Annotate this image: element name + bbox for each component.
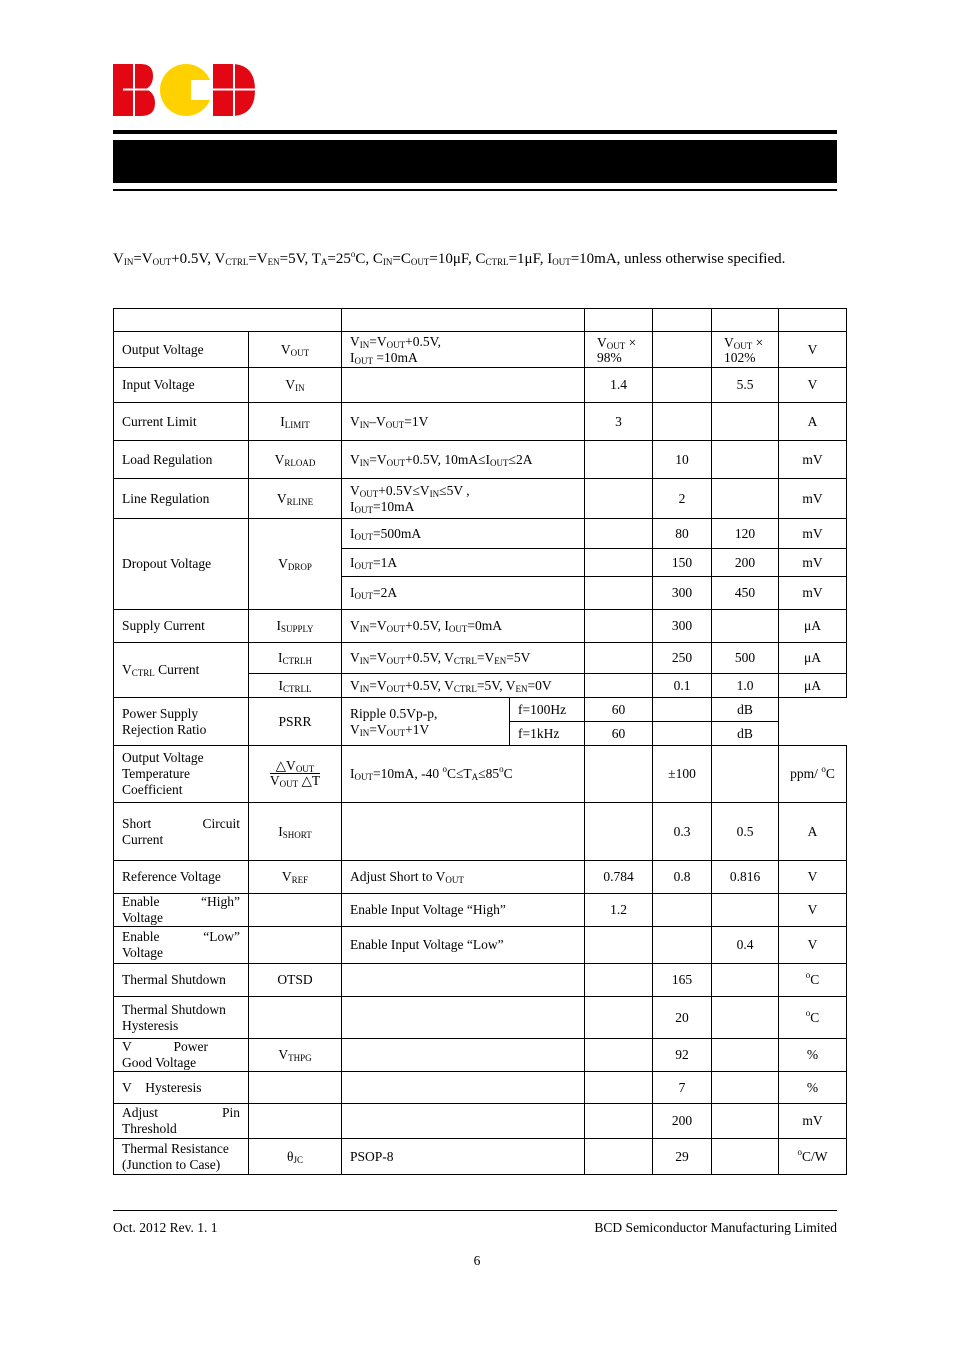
table-cell xyxy=(585,997,653,1039)
table-cell: ±100 xyxy=(653,746,712,803)
table-row-output-voltage xyxy=(114,332,847,368)
table-row-short-current xyxy=(114,803,847,861)
table-cell xyxy=(585,674,653,698)
table-cell xyxy=(712,1039,779,1072)
table-cell: OTSD xyxy=(249,964,342,997)
table-cell xyxy=(712,309,779,332)
table-cell: Power Supply Rejection Ratio xyxy=(114,698,249,746)
table-cell xyxy=(249,894,342,927)
table-cell: 450 xyxy=(712,577,779,610)
table-cell: % xyxy=(779,1072,847,1104)
table-row-thermal-resistance xyxy=(114,1139,847,1175)
table-cell: 29 xyxy=(653,1139,712,1175)
table-cell: $V_{RLINE}$ xyxy=(249,479,342,519)
table-cell: mV xyxy=(779,441,847,479)
table-cell: 0.784 xyxy=(585,861,653,894)
table-cell: 0.8 xyxy=(653,861,712,894)
table-cell: $V_{IN}-V_{OUT}=1V$ xyxy=(342,403,585,441)
table-cell xyxy=(712,964,779,997)
table-cell: μA xyxy=(779,610,847,643)
table-cell xyxy=(779,309,847,332)
table-cell: 0.1 xyxy=(653,674,712,698)
table-cell xyxy=(342,368,585,403)
table-row-enable-low xyxy=(114,927,847,964)
table-cell xyxy=(712,610,779,643)
table-cell: 1.4 xyxy=(585,368,653,403)
table-cell: Dropout Voltage xyxy=(114,519,249,610)
table-cell xyxy=(712,479,779,519)
table-cell xyxy=(653,927,712,964)
table-cell: 60 xyxy=(585,698,653,722)
table-cell: $I_{OUT}=10mA$, -40 $^oC\le T_A\le 85^oC$ xyxy=(342,746,585,803)
table-cell xyxy=(249,1072,342,1104)
table-cell xyxy=(342,997,585,1039)
table-cell: $V_{THPG}$ xyxy=(249,1039,342,1072)
table-cell: 200 xyxy=(653,1104,712,1139)
table-cell: 92 xyxy=(653,1039,712,1072)
table-cell: Thermal Resistance (Junction to Case) xyxy=(114,1139,249,1175)
table-cell xyxy=(653,332,712,368)
table-cell: V Hysteresis xyxy=(114,1072,249,1104)
table-cell xyxy=(585,964,653,997)
table-cell xyxy=(585,577,653,610)
table-header-row xyxy=(114,309,847,332)
table-row-vctrl-current-h xyxy=(114,643,847,674)
table-cell xyxy=(712,894,779,927)
table-cell: V xyxy=(779,368,847,403)
table-cell: $V_{OUT}$ xyxy=(249,332,342,368)
table-cell: mV xyxy=(779,479,847,519)
table-cell: 120 xyxy=(712,519,779,549)
header-rule-bottom xyxy=(113,189,837,191)
table-cell xyxy=(342,1072,585,1104)
table-cell: PSRR xyxy=(249,698,342,746)
table-cell: $V_{OUT}$ × 98% xyxy=(585,332,653,368)
table-cell xyxy=(585,1039,653,1072)
table-cell: $V_{RLOAD}$ xyxy=(249,441,342,479)
table-cell xyxy=(585,1139,653,1175)
table-cell: Supply Current xyxy=(114,610,249,643)
table-cell: 20 xyxy=(653,997,712,1039)
bcd-logo xyxy=(113,64,255,116)
table-cell: $V_{IN}=V_{OUT}+0.5V$, $I_{OUT} =10mA$ xyxy=(342,332,585,368)
table-cell: Line Regulation xyxy=(114,479,249,519)
table-cell: $I_{CTRLL}$ xyxy=(249,674,342,698)
table-cell: 0.4 xyxy=(712,927,779,964)
table-cell: 300 xyxy=(653,610,712,643)
table-cell: V xyxy=(779,861,847,894)
footer-date-revision: Oct. 2012 Rev. 1. 1 xyxy=(113,1220,218,1235)
table-cell: A xyxy=(779,403,847,441)
table-cell: 60 xyxy=(585,722,653,746)
table-cell: 300 xyxy=(653,577,712,610)
table-cell xyxy=(585,441,653,479)
table-cell xyxy=(585,927,653,964)
table-cell xyxy=(342,803,585,861)
table-cell: Thermal Shutdown xyxy=(114,964,249,997)
footer-company: BCD Semiconductor Manufacturing Limited xyxy=(594,1220,837,1235)
table-cell: $I_{LIMIT}$ xyxy=(249,403,342,441)
table-cell xyxy=(712,997,779,1039)
table-cell: $I_{OUT}=1A$ xyxy=(342,549,585,577)
table-cell xyxy=(249,997,342,1039)
table-cell: 0.816 xyxy=(712,861,779,894)
table-cell xyxy=(342,1104,585,1139)
table-cell: 250 xyxy=(653,643,712,674)
table-cell: 1.0 xyxy=(712,674,779,698)
table-cell: V Power Good Voltage xyxy=(114,1039,249,1072)
table-cell: mV xyxy=(779,549,847,577)
table-cell xyxy=(249,1104,342,1139)
electrical-characteristics-table xyxy=(113,308,847,1175)
table-row-enable-high xyxy=(114,894,847,927)
table-cell: A xyxy=(779,803,847,861)
table-row-tempco xyxy=(114,746,847,803)
table-cell: $V_{CTRL}$ Current xyxy=(114,643,249,698)
table-cell xyxy=(712,1139,779,1175)
table-cell xyxy=(712,403,779,441)
table-cell xyxy=(653,403,712,441)
table-cell: $\theta_{JC}$ xyxy=(249,1139,342,1175)
table-cell: PSOP-8 xyxy=(342,1139,585,1175)
table-cell: $V_{IN}=V_{OUT}+0.5V$, $V_{CTRL}=V_{EN}=5V$ xyxy=(342,643,585,674)
table-cell: 165 xyxy=(653,964,712,997)
table-row-load-regulation xyxy=(114,441,847,479)
table-cell: f=100Hz xyxy=(510,698,585,722)
table-row-line-regulation xyxy=(114,479,847,519)
table-cell: Adjust Pin Threshold xyxy=(114,1104,249,1139)
table-cell xyxy=(585,479,653,519)
table-cell: Current Limit xyxy=(114,403,249,441)
table-cell xyxy=(653,309,712,332)
table-cell xyxy=(342,1039,585,1072)
header-title-bar xyxy=(113,140,837,183)
table-cell: $^o$C xyxy=(779,997,847,1039)
table-cell: $V_{IN}=V_{OUT}+0.5V$, $10mA\le I_{OUT}\le 2A$ xyxy=(342,441,585,479)
table-cell: 10 xyxy=(653,441,712,479)
table-cell: dB xyxy=(712,722,779,746)
table-cell xyxy=(585,519,653,549)
table-cell xyxy=(653,722,712,746)
table-cell: Thermal Shutdown Hysteresis xyxy=(114,997,249,1039)
table-cell xyxy=(114,309,342,332)
table-cell xyxy=(585,643,653,674)
table-cell: 1.2 xyxy=(585,894,653,927)
table-cell: 7 xyxy=(653,1072,712,1104)
table-cell: Enable “Low” Voltage xyxy=(114,927,249,964)
table-row-psrr-1 xyxy=(114,698,847,722)
table-cell: f=1kHz xyxy=(510,722,585,746)
table-cell xyxy=(712,746,779,803)
table-cell: $V_{IN}=V_{OUT}+0.5V$, $I_{OUT}=0mA$ xyxy=(342,610,585,643)
table-cell xyxy=(585,549,653,577)
table-row-thermal-hysteresis xyxy=(114,997,847,1039)
table-cell: $V_{IN}$ xyxy=(249,368,342,403)
header-rule-top xyxy=(113,130,837,134)
table-row-dropout-1 xyxy=(114,519,847,549)
table-cell xyxy=(585,309,653,332)
table-cell: 80 xyxy=(653,519,712,549)
table-cell: 3 xyxy=(585,403,653,441)
table-cell xyxy=(712,1104,779,1139)
table-cell xyxy=(342,309,585,332)
table-cell: $V_{OUT}$ × 102% xyxy=(712,332,779,368)
page-number: 6 xyxy=(473,1253,481,1268)
table-cell xyxy=(585,803,653,861)
table-row-supply-current xyxy=(114,610,847,643)
table-cell: 5.5 xyxy=(712,368,779,403)
table-cell: Short Circuit Current xyxy=(114,803,249,861)
table-cell: 500 xyxy=(712,643,779,674)
table-cell: % xyxy=(779,1039,847,1072)
table-cell: Enable Input Voltage “High” xyxy=(342,894,585,927)
table-cell xyxy=(653,894,712,927)
table-cell xyxy=(585,746,653,803)
table-cell xyxy=(585,1104,653,1139)
table-cell: ppm/ $^o$C xyxy=(779,746,847,803)
table-row-thermal-shutdown xyxy=(114,964,847,997)
table-cell: Load Regulation xyxy=(114,441,249,479)
table-cell: μA xyxy=(779,643,847,674)
table-cell: $I_{SHORT}$ xyxy=(249,803,342,861)
table-cell: Ripple 0.5Vp-p, $V_{IN}=V_{OUT}+1V$ xyxy=(342,698,510,746)
table-cell: 150 xyxy=(653,549,712,577)
table-cell xyxy=(712,441,779,479)
table-cell: Enable “High” Voltage xyxy=(114,894,249,927)
table-cell xyxy=(585,610,653,643)
table-cell: 200 xyxy=(712,549,779,577)
table-cell: V xyxy=(779,894,847,927)
table-cell: $I_{SUPPLY}$ xyxy=(249,610,342,643)
table-cell: Enable Input Voltage “Low” xyxy=(342,927,585,964)
table-cell xyxy=(712,1072,779,1104)
table-cell: μA xyxy=(779,674,847,698)
table-row-adjust-pin xyxy=(114,1104,847,1139)
table-cell: mV xyxy=(779,1104,847,1139)
table-cell: 2 xyxy=(653,479,712,519)
table-row-reference-voltage xyxy=(114,861,847,894)
table-cell xyxy=(653,698,712,722)
table-cell: $\frac{\triangle V_{OUT}}{V_{OUT} \triangle T}$ xyxy=(249,746,342,803)
table-cell xyxy=(342,964,585,997)
table-cell: $^o$C xyxy=(779,964,847,997)
table-cell: $V_{OUT}+0.5V\le V_{IN}\le 5V$ , $I_{OUT}=10mA$ xyxy=(342,479,585,519)
table-cell: mV xyxy=(779,577,847,610)
table-cell: $^o$C/W xyxy=(779,1139,847,1175)
table-cell xyxy=(585,1072,653,1104)
table-cell: Adjust Short to $V_{OUT}$ xyxy=(342,861,585,894)
footer-rule xyxy=(113,1210,837,1211)
table-cell: Input Voltage xyxy=(114,368,249,403)
table-cell: $V_{REF}$ xyxy=(249,861,342,894)
table-cell: $V_{DROP}$ xyxy=(249,519,342,610)
table-cell: $I_{CTRLH}$ xyxy=(249,643,342,674)
table-row-current-limit xyxy=(114,403,847,441)
table-cell: 0.3 xyxy=(653,803,712,861)
table-cell: Reference Voltage xyxy=(114,861,249,894)
table-cell xyxy=(249,927,342,964)
table-cell: Output Voltage Temperature Coefficient xyxy=(114,746,249,803)
table-cell: mV xyxy=(779,519,847,549)
table-row-pg-voltage xyxy=(114,1039,847,1072)
table-cell: dB xyxy=(712,698,779,722)
table-cell xyxy=(653,368,712,403)
table-cell: V xyxy=(779,927,847,964)
test-conditions: $V_{IN}=V_{OUT}+0.5V$, $V_{CTRL}=V_{EN}=5V$, $T_A=25^oC$, $C_{IN}=C_{OUT}=10\mu F$, $C_{CTRL}=1\mu F$, $I_{OUT}=10mA$, unless otherwise specified. xyxy=(113,249,786,267)
table-cell: Output Voltage xyxy=(114,332,249,368)
table-row-hysteresis xyxy=(114,1072,847,1104)
table-cell: $I_{OUT}=2A$ xyxy=(342,577,585,610)
table-row-input-voltage xyxy=(114,368,847,403)
table-cell: 0.5 xyxy=(712,803,779,861)
table-cell: $V_{IN}=V_{OUT}+0.5V$, $V_{CTRL}=5V$, $V_{EN}=0V$ xyxy=(342,674,585,698)
table-cell: V xyxy=(779,332,847,368)
table-cell: $I_{OUT}=500mA$ xyxy=(342,519,585,549)
